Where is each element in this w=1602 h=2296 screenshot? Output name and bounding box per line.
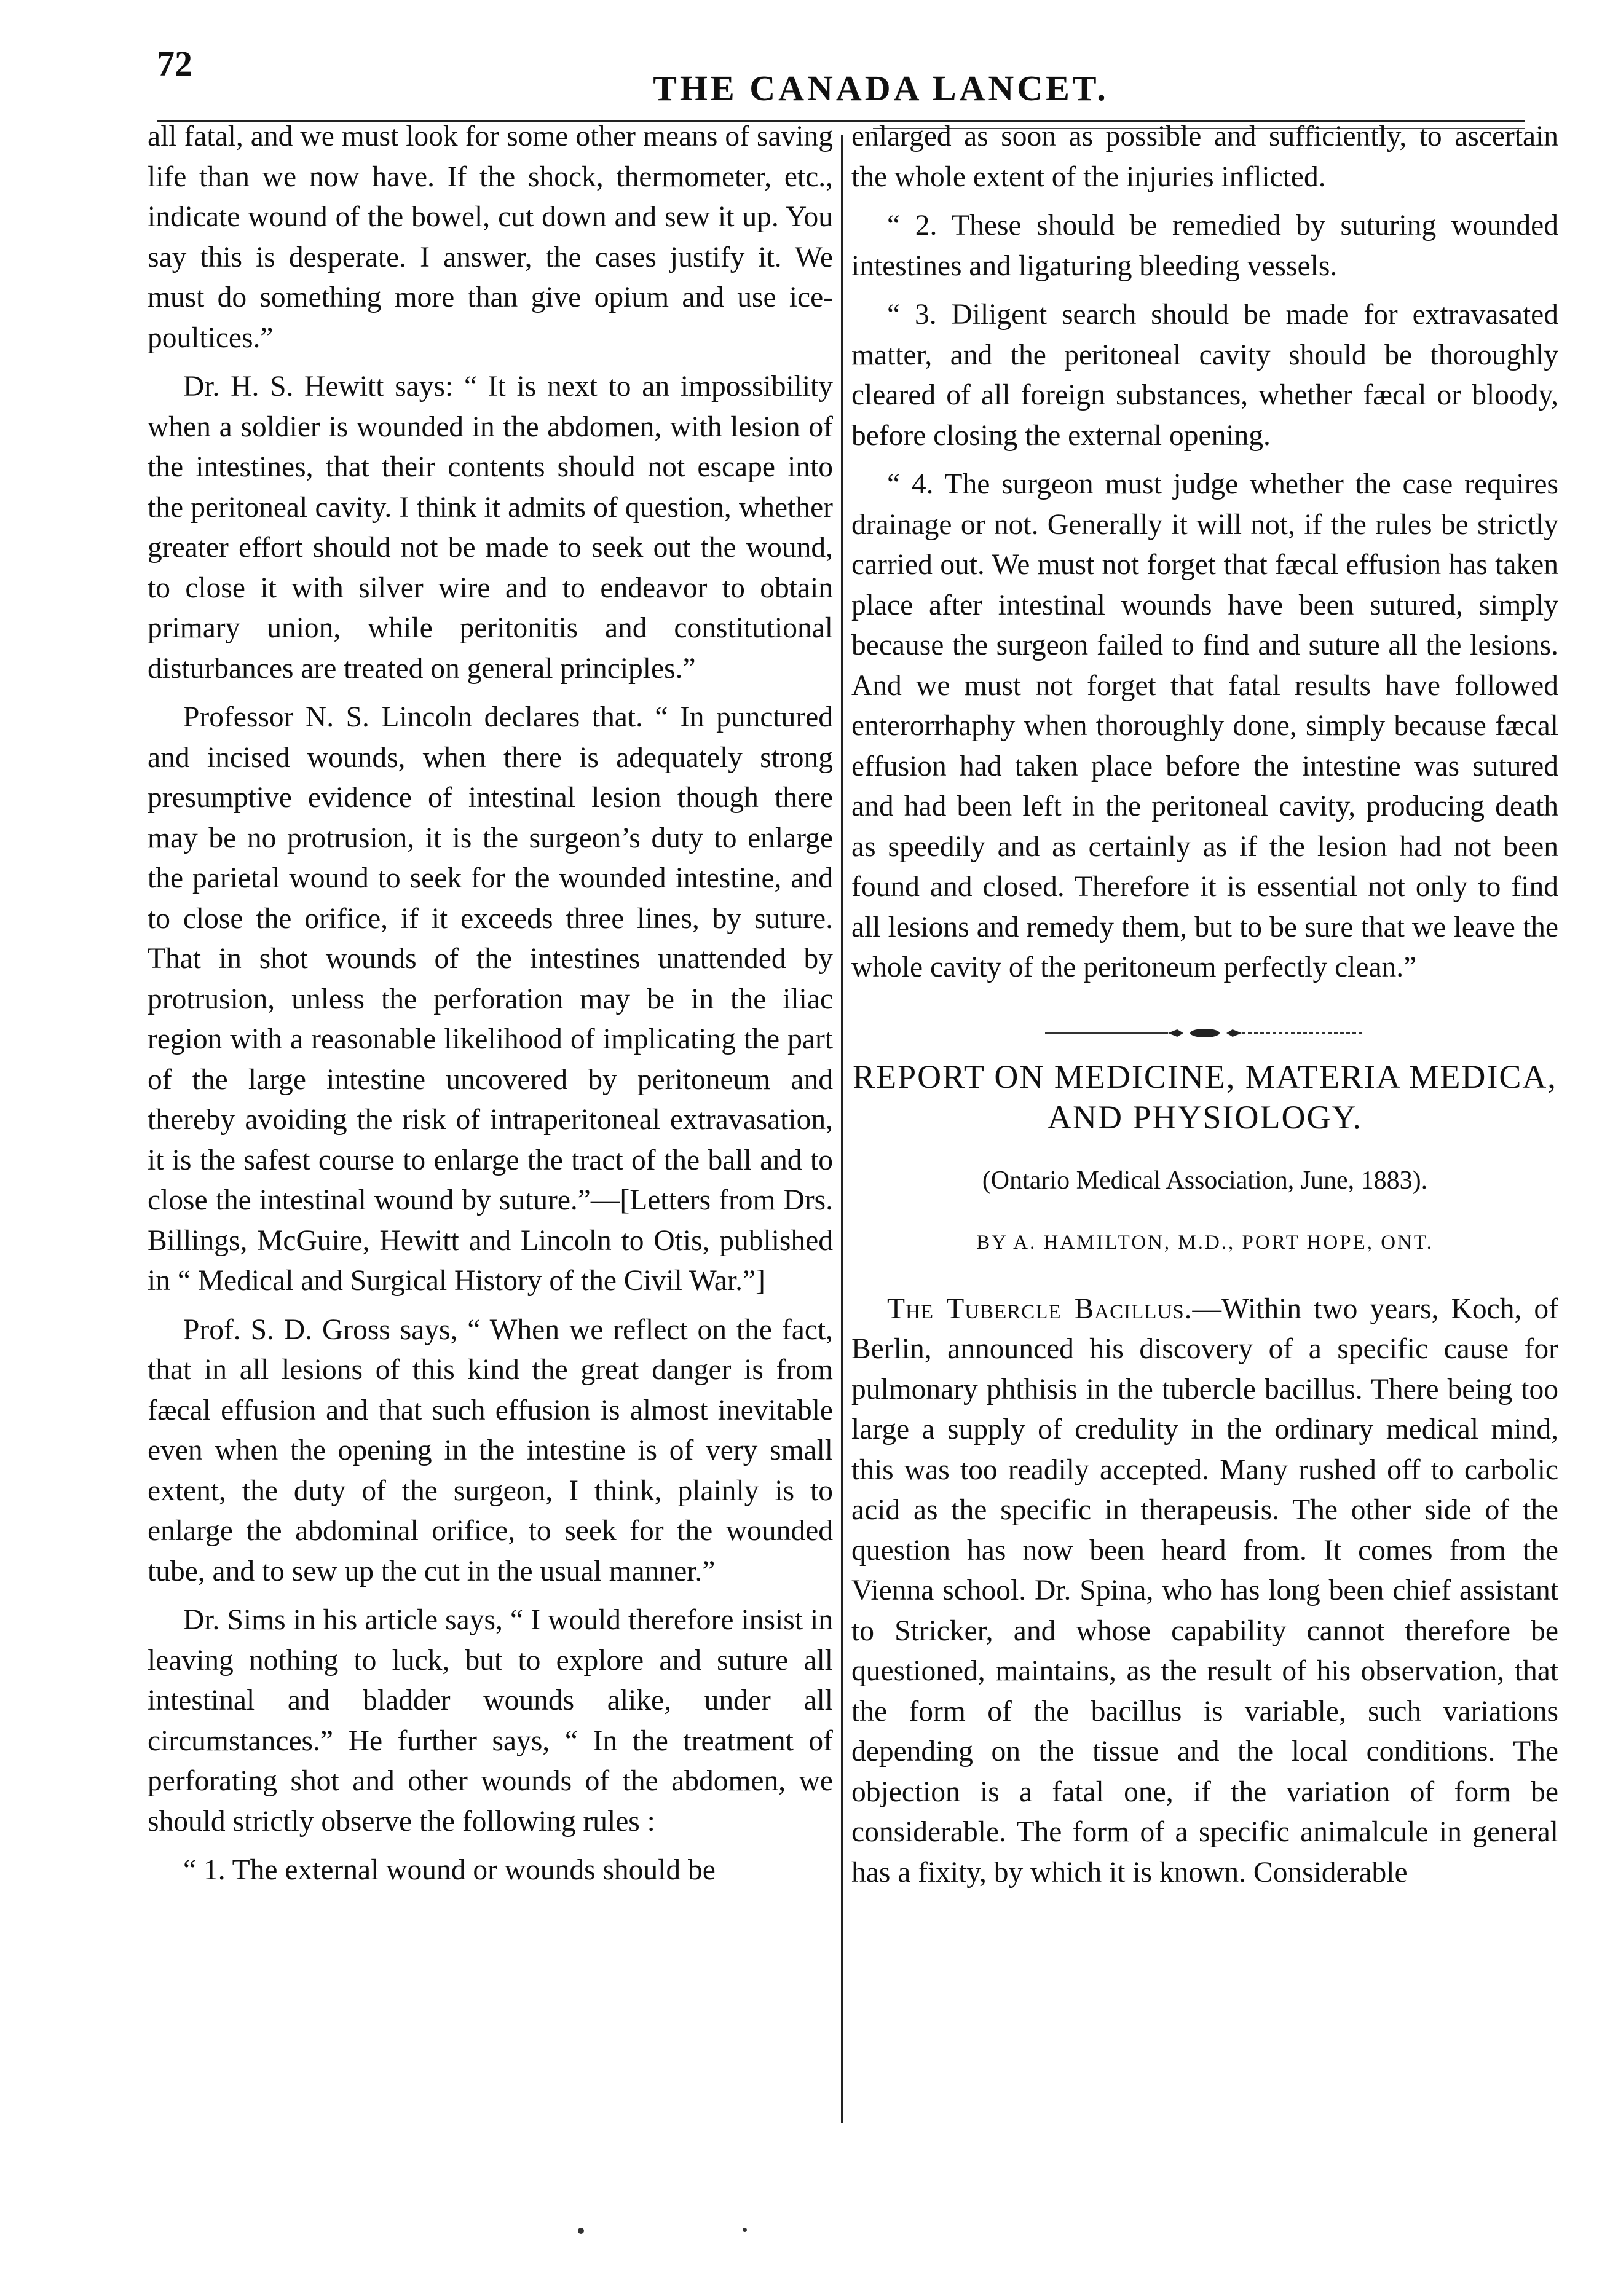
page-number: 72 bbox=[157, 44, 192, 84]
right-paragraph-rule-3: “ 3. Diligent search should be made for extravasated matter, and the peritoneal cavity should be thoroughly cleared of all foreign substances, whether fæcal or bloody, before closing the external opening. bbox=[851, 299, 1558, 452]
right-column bbox=[851, 117, 1558, 1901]
report-paragraph-tubercle-bacillus bbox=[851, 1289, 1558, 1893]
report-title: REPORT ON MEDICINE, MATERIA MEDICA, AND PHYSIOLOGY. bbox=[853, 1058, 1557, 1136]
report-lead-in: The Tubercle Bacillus. bbox=[887, 1292, 1193, 1325]
column-divider bbox=[841, 135, 843, 2123]
left-paragraph-gross: Prof. S. D. Gross says, “ When we reflect on the fact, that in all lesions of this kind the great danger is from fæcal effusion and that such effusion is almost inevitable even when the opening in the intestine is of very small extent, the duty of the surgeon, I think, plainly is to enlarge the abdominal orifice, to seek for the wounded tube, and to sew up the cut in the usual manner.” bbox=[148, 1313, 833, 1587]
report-subtitle: (Ontario Medical Association, June, 1883). bbox=[982, 1166, 1428, 1195]
right-paragraph-rule-2: “ 2. These should be remedied by suturing wounded intestines and ligaturing bleeding vessels. bbox=[851, 210, 1558, 282]
report-byline: BY A. HAMILTON, M.D., PORT HOPE, ONT. bbox=[976, 1232, 1434, 1254]
left-paragraph-lincoln: Professor N. S. Lincoln declares that. “ In punctured and incised wounds, when there is adequately strong presumptive evidence of intestinal lesion though there may be no protrusion, it is the surgeon’s duty to enlarge the parietal wound to seek for the wounded intestine, and to close the orifice, if it exceeds three lines, by suture. That in shot wounds of the intestines unattended by protrusion, unless the perforation may be in the iliac region with a reasonable likelihood of implicating the part of the large intestine uncovered by peritoneum and thereby avoiding the risk of intraperitoneal extravasation, it is the safest course to enlarge the tract of the ball and to close the intestinal wound by suture.”—[Letters from Drs. Billings, McGuire, Hewitt and Lincoln to Otis, published in “ Medical and Surgical History of the Civil War.”] bbox=[148, 701, 833, 1297]
left-paragraph-1: all fatal, and we must look for some other means of saving life than we now have. If the shock, thermometer, etc., indicate wound of the bowel, cut down and sew it up. You say this is desperate. I answer, the cases justify it. We must do something more than give opium and use ice-poultices.” bbox=[148, 120, 833, 354]
report-body: —Within two years, Koch, of Berlin, announced his discovery of a specific cause for pulmonary phthisis in the tubercle bacillus. There being too large a supply of credulity in the ordinary medical mind, this was too readily accepted. Many rushed off to carbolic acid as the specific in therapeusis. The other side of the question has now been heard from. It comes from the Vienna school. Dr. Spina, who has long been chief assistant to Stricker, and whose capability cannot therefore be questioned, maintains, as the result of his observation, that the form of the bacillus is variable, such variations depending on the tissue and the local conditions. The objection is a fatal one, if the variation of form be considerable. The form of a specific animalcule in general has a fixity, by which it is known. Considerable bbox=[851, 1292, 1558, 1889]
running-title: THE CANADA LANCET. bbox=[653, 68, 1109, 108]
right-paragraph-rule-4: “ 4. The surgeon must judge whether the case requires drainage or not. Generally it will not, if the rules be strictly carried out. We must not forget that fæcal effusion has taken place after intestinal wounds have been sutured, simply because the surgeon failed to find and suture all the lesions. And we must not forget that fatal results have followed enterorrhaphy when thoroughly done, simply because fæcal effusion had taken place before the intestine was sutured and had been left in the peritoneal cavity, producing death as speedily and as certainly as if the lesion had not been found and closed. Therefore it is essential not only to find all lesions and remedy them, but to be sure that we leave the whole cavity of the peritoneum perfectly clean.” bbox=[851, 468, 1558, 983]
left-paragraph-hewitt: Dr. H. S. Hewitt says: “ It is next to an impossibility when a soldier is wounded in the abdomen, with lesion of the intestines, that their contents should not escape into the peritoneal cavity. I think it admits of question, whether greater effort should not be made to seek out the wound, to close it with silver wire and to endeavor to obtain primary union, while peritonitis and constitutional disturbances are treated on general principles.” bbox=[148, 371, 833, 685]
left-column bbox=[148, 117, 833, 1900]
section-separator-ornament bbox=[851, 1024, 1558, 1039]
left-paragraph-rule-1: “ 1. The external wound or wounds should be bbox=[183, 1854, 716, 1886]
right-paragraph-continuation: enlarged as soon as possible and sufficiently, to ascertain the whole extent of the injuries inflicted. bbox=[851, 120, 1558, 193]
footer-dot-mark-small bbox=[743, 2228, 747, 2232]
left-paragraph-sims: Dr. Sims in his article says, “ I would therefore insist in leaving nothing to luck, but to explore and suture all intestinal and bladder wounds alike, under all circumstances.” He further says, “ In the treatment of perforating shot and other wounds of the abdomen, we should strictly observe the following rules : bbox=[148, 1604, 833, 1838]
footer-dot-mark bbox=[578, 2228, 584, 2234]
